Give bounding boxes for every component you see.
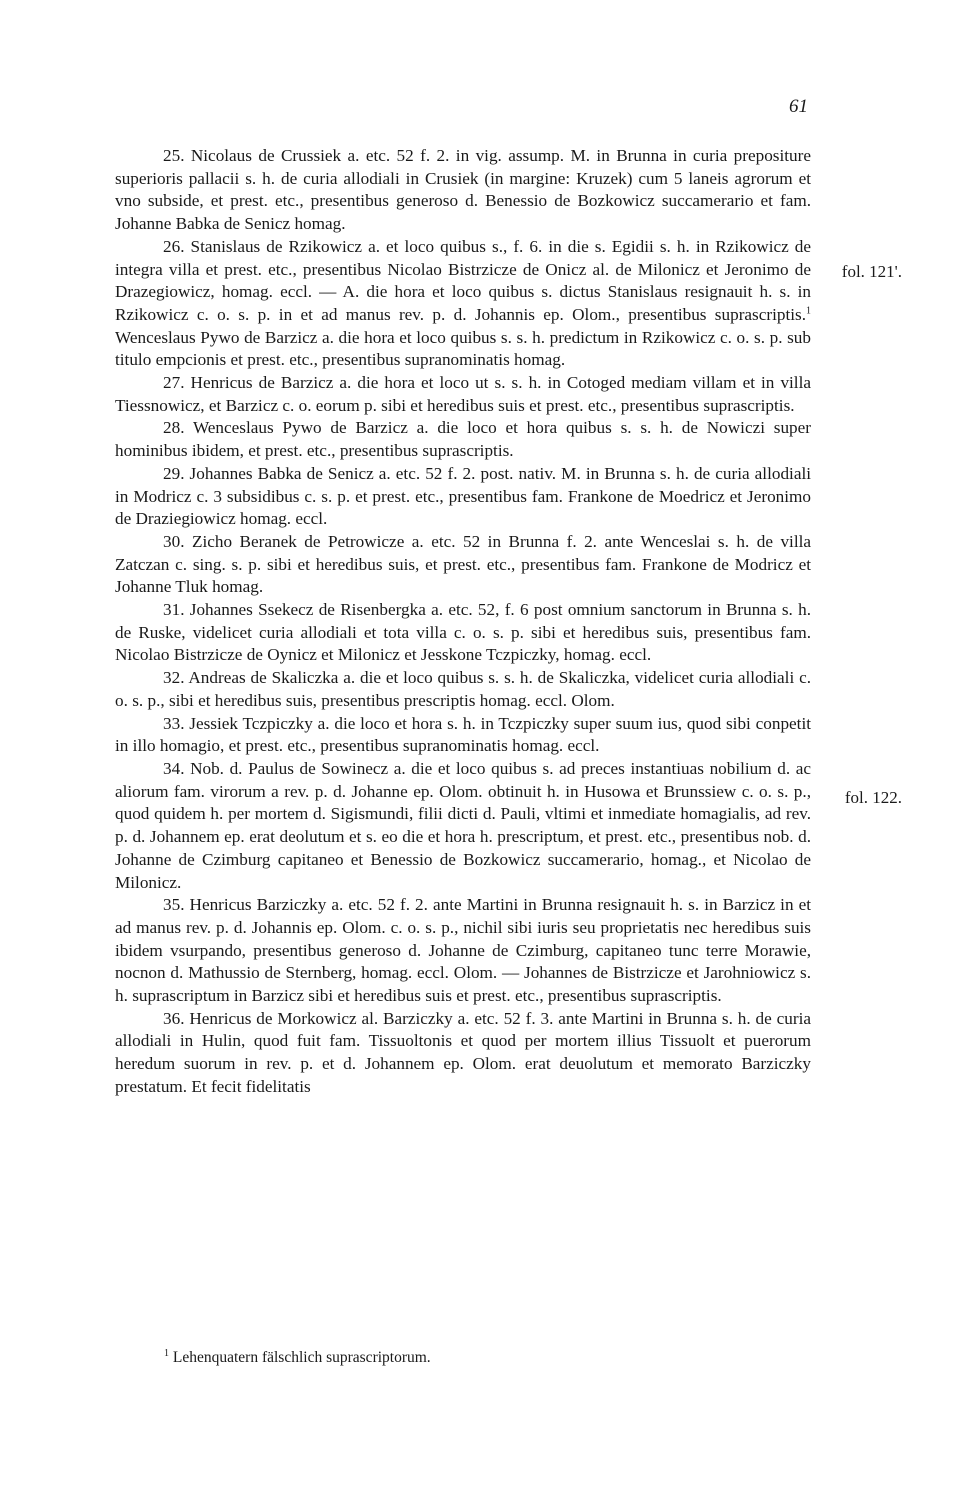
entry-26-continuation: Wenceslaus Pywo de Barzicz a. die hora et loco quibus s. s. h. predictum in Rzikowicz c. o. s. p. sub titulo empcionis et prest. etc., presentibus supranominatis homag. — [115, 327, 811, 370]
entry-29: 29. Johannes Babka de Senicz a. etc. 52 f. 2. post. nativ. M. in Brunna s. h. de curia allodiali in Modricz c. 3 subsidibus c. s. p. et prest. etc., presentibus fam. Frankone de Moedricz et Jeronimo de Draziegiowicz homag. eccl. — [115, 463, 811, 529]
entry-30: 30. Zicho Beranek de Petrowicze a. etc. 52 in Brunna f. 2. ante Wenceslai s. h. de villa Zatczan c. sing. s. p. sibi et heredibus suis, et prest. etc., presentibus fam. Frankone de Modricz et Johanne Tluk homag. — [115, 531, 811, 597]
entry-35: 35. Henricus Barziczky a. etc. 52 f. 2. ante Martini in Brunna resignauit h. s. in Barzicz in et ad manus rev. p. d. Johannis ep. Olom. c. o. s. p., nichil sibi iuris seu proprietatis nec heredibus suis ibidem vsurpando, presentibus generoso d. Johanne de Czimburg, capitaneo tunc terre Morawie, nocnon d. Mathussio de Sternberg, homag. eccl. Olom. — Johannes de Bistrzicze et Jarohniowicz s. h. suprascriptum in Barzicz sibi et heredibus suis et prest. etc., presentibus suprascriptis. — [115, 895, 811, 1006]
entry-31: 31. Johannes Ssekecz de Risenbergka a. etc. 52, f. 6 post omnium sanctorum in Brunna s. h. de Ruske, videlicet curia allodiali et tota villa c. o. s. p. sibi et heredibus suis, presentibus fam. Nicolao Bistrzicze de Oynicz et Milonicz et Jesskone Tczpiczky, homag. eccl. — [115, 600, 811, 665]
footnote-marker: 1 — [164, 1348, 169, 1359]
entry-26-text: 26. Stanislaus de Rzikowicz a. et loco quibus s., f. 6. in die s. Egidii s. h. in Rzikowicz de integra villa et prest. etc., presentibus Nicolao Bistrzicze de Onicz al. de Milonicz et Jeronimo de Drazegiowicz, homag. eccl. — A. die hora et loco quibus s. dictus Stanislaus resignauit h. s. in Rzikowicz c. o. s. p. in et ad manus rev. p. d. Johannis ep. Olom., presentibus suprascriptis. — [115, 236, 811, 324]
main-text — [115, 145, 811, 1099]
entry-36: 36. Henricus de Morkowicz al. Barziczky a. etc. 52 f. 3. ante Martini in Brunna s. h. de curia allodiali in Hulin, quod fuit fam. Tissuoltonis et quod per mortem illius Tissuolt et puerorum heredum suorum in rev. p. et d. Johannem ep. Olom. erat deuolutum et memorato Barziczky prestatum. Et fecit fidelitatis — [115, 1008, 811, 1096]
page-number: 61 — [789, 96, 808, 117]
footnote-text: Lehenquatern fälschlich suprascriptorum. — [172, 1349, 431, 1367]
margin-note-fol-121: fol. 121'. — [841, 262, 902, 281]
entry-26 — [115, 236, 811, 372]
footnote — [164, 1348, 431, 1367]
entry-27: 27. Henricus de Barzicz a. die hora et loco ut s. s. h. in Cotoged mediam villam et in villa Tiessnowicz, et Barzicz c. o. eorum p. sibi et heredibus suis et prest. etc., presentibus suprascriptis. — [115, 373, 811, 415]
entry-32: 32. Andreas de Skaliczka a. die et loco quibus s. s. h. de Skaliczka, videlicet curia allodiali c. o. s. p., sibi et heredibus suis, presentibus prescriptis homag. eccl. Olom. — [115, 668, 811, 710]
entry-33: 33. Jessiek Tczpiczky a. die loco et hora s. h. in Tczpiczky super suum ius, quod sibi conpetit in illo homagio, et prest. etc., presentibus supranominatis homag. eccl. — [115, 713, 811, 756]
entry-25: 25. Nicolaus de Crussiek a. etc. 52 f. 2. in vig. assump. M. in Brunna in curia prepositure superioris pallacii s. h. de curia allodiali in Crusiek (in margine: Kruzek) cum 5 laneis agrorum et vno subside, et prest. etc., presentibus generoso d. Benessio de Bozkowicz succamerario et fam. Johanne Babka de Senicz homag. — [115, 146, 811, 234]
entry-34: 34. Nob. d. Paulus de Sowinecz a. die et loco quibus s. ad preces instantiuas nobilium d. ac aliorum fam. virorum a rev. p. d. Johanne ep. Olom. obtinuit h. in Husowa et Brunssiew c. o. s. p., quod quidem h. per mortem d. Sigismundi, filii dicti d. Pauli, vltimi et inmediate homagialis, ad rev. p. d. Johannem ep. erat deolutum et s. eo die et hora h. prescriptum, et prest. etc., presentibus nob. d. Johanne de Czimburg capitaneo et Benessio de Bozkowicz succamerario, homag., et Nicolao de Milonicz. — [115, 758, 811, 892]
margin-note-fol-122: fol. 122. — [844, 788, 902, 807]
entry-28: 28. Wenceslaus Pywo de Barzicz a. die loco et hora quibus s. s. h. de Nowiczi super hominibus ibidem, et prest. etc., presentibus suprascriptis. — [115, 418, 811, 461]
footnote-reference: 1 — [806, 305, 811, 317]
